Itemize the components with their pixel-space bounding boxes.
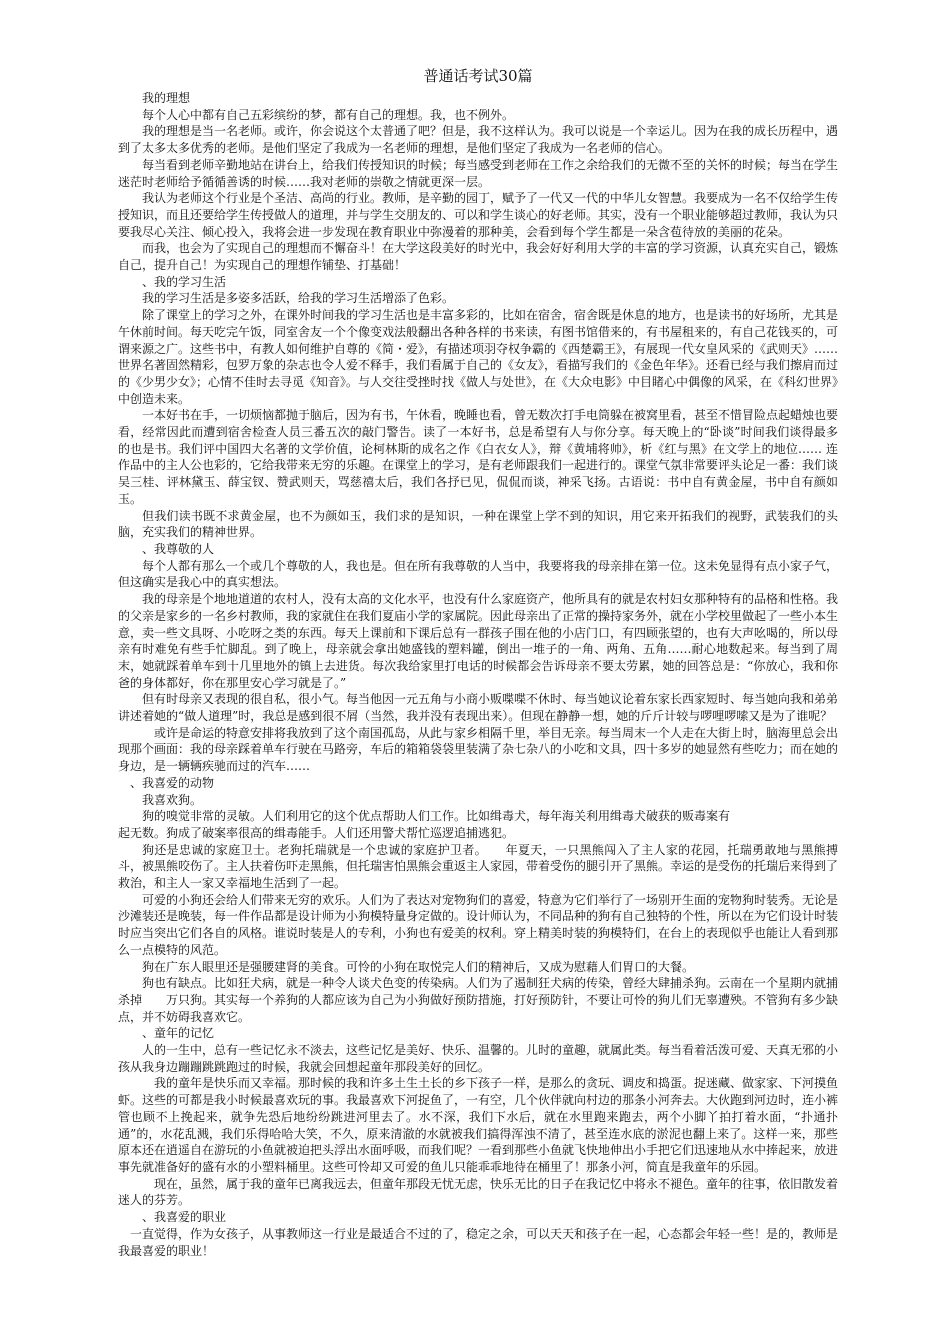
- paragraph: 但有时母亲又表现的很自私，很小气。每当他因一元五角与小商小贩喋喋不休时、每当她议论着东家长西家短时、每当她向我和弟弟讲述着她的“做人道理”时，我总是感到很不屑（当然，我并没有表现出来）。但现在静静一想，她的斤斤计较与啰哩啰嗦又是为了谁呢？: [118, 692, 839, 724]
- document-body: [118, 90, 838, 1259]
- paragraph: 人的一生中，总有一些记忆永不淡去，这些记忆是美好、快乐、温馨的。儿时的童趣，就属此类。每当看着活泼可爱、天真无邪的小孩从我身边蹦蹦跳跳跑过的时候，我就会回想起童年那段美好的回忆。: [118, 1043, 839, 1074]
- section-heading: 、我喜爱的动物: [130, 775, 215, 790]
- section-heading: 我的理想: [142, 91, 191, 105]
- paragraph: 我的童年是快乐而又幸福。那时候的我和许多土生土长的乡下孩子一样，是那么的贪玩、调皮和捣蛋。捉迷藏、做家家、下河摸鱼虾。这些的可都是我小时候最喜欢玩的事。我最喜欢下河捉鱼了，一有空，几个伙伴就向村边的那条小河奔去。大伙跑到河边时，连小裤管也顾不上挽起来，就争先恐后地纷纷跳进河里去了。水不深，我们下水后，就在水里跑来跑去，两个小脚丫拍打着水面，“扑通扑通”的，水花乱溅，我们乐得哈哈大笑，不久，原来清澈的水就被我们搞得浑浊不清了，甚至连水底的淤泥也翻上来了。这样一来，那些原本还在逍遥自在游玩的小鱼就被迫把头浮出水面呼吸，而我们呢？一看到那些小鱼就飞快地伸出小手把它们迅速地从水中捧起来，放进事先就准备好的盛有水的小塑料桶里。这些可怜却又可爱的鱼儿只能乖乖地待在桶里了！那条小河，简直是我童年的乐园。: [118, 1076, 839, 1174]
- paragraph: 我喜欢狗。: [142, 792, 203, 807]
- section-heading: 、我尊敬的人: [142, 541, 215, 556]
- paragraph: 每当看到老师辛勤地站在讲台上，给我们传授知识的时候；每当感受到老师在工作之余给我们的无微不至的关怀的时候；每当在学生迷茫时老师给予循循善诱的时候……我对老师的崇敬之情就更深一层。: [118, 157, 839, 189]
- paragraph: 除了课堂上的学习之外，在课外时间我的学习生活也是丰富多彩的，比如在宿舍，宿舍既是休息的地方，也是读书的好场所，尤其是午休前时间。每天吃完午饭，同室舍友一个个像变戏法般翻出各种各样的书来读，有图书馆借来的，有书屋租来的，有自己花钱买的，可谓来源之广。这些书中，有教人如何维护自尊的《简・爱》，有描述项羽夺权争霸的《西楚霸王》，有展现一代女皇风采的《武则天》……世界名著固然精彩，包罗万象的杂志也令人爱不释手，我们看属于自己的《女友》，看描写我们的《金色年华》。还看已经与我们擦肩而过的《少男少女》；心情不佳时去寻觅《知音》。与人交往受挫时找《做人与处世》，在《大众电影》中目睹心中偶像的风采，在《科幻世界》中创造未来。: [118, 308, 839, 406]
- paragraph: 我的母亲是个地地道道的农村人，没有太高的文化水平，也没有什么家庭资产，他所具有的就是农村妇女那种特有的品格和性格。我的父亲是家乡的一名乡村教师，我的家就住在我们夏庙小学的家属院。因此母亲出了正常的操持家务外，就在小学校里做起了一些小本生意，卖一些文具呀、小吃呀之类的东西。每天上课前和下课后总有一群孩子围在他的小店门口，有四顾张望的，也有大声吆喝的，所以母亲有时难免有些手忙脚乱。到了晚上，母亲就会拿出她盛钱的塑料罐，倒出一堆子的一角、两角、五角……耐心地数起来。每当到了周末，她就踩着单车到十几里地外的镇上去进货。每次我给家里打电话的时候都会告诉母亲不要太劳累，她的回答总是：“你放心，我和你爸的身体都好，你在那里安心学习就是了。”: [118, 592, 839, 690]
- paragraph: 现在，虽然，属于我的童年已离我远去，但童年那段无忧无虑，快乐无比的日子在我记忆中将永不褪色。童年的往事，依旧散发着迷人的芬芳。: [118, 1176, 839, 1208]
- paragraph: 我的理想是当一名老师。或许，你会说这个太普通了吧？但是，我不这样认为。我可以说是一个幸运儿。因为在我的成长历程中，遇到了太多太多优秀的老师。是他们坚定了我成为一名老师的理想，是他们坚定了我成为一名老师的信心。: [118, 124, 839, 156]
- paragraph: 每个人心中都有自己五彩缤纷的梦，都有自己的理想。我，也不例外。: [142, 107, 515, 122]
- paragraph: 狗还是忠诚的家庭卫士。老狗托瑞就是一个忠诚的家庭护卫者。 年夏天，一只黑熊闯入了主人家的花园，托瑞勇敢地与黑熊搏斗，被黑熊咬伤了。主人扶着伤吓走黑熊，但托瑞害怕黑熊会重返主人家园，带着受伤的腿引开了黑熊。幸运的是受伤的托瑞后来得到了救治，和主人一家又幸福地生活到了一起。: [118, 842, 839, 891]
- paragraph: 我认为老师这个行业是个圣洁、高尚的行业。教师，是辛勤的园丁，赋予了一代又一代的中华儿女智慧。我要成为一名不仅给学生传授知识，而且还要给学生传授做人的道理，并与学生交朋友的、可以和学生谈心的好老师。其实，没有一个职业能够超过教师，我认为只要我尽心关注、倾心投入，我将会进一步发现在教育职业中弥漫着的那种美，会看到每个学生都是一朵含苞待放的美丽的花朵。: [118, 191, 839, 239]
- paragraph: 或许是命运的特意安排将我放到了这个南国孤岛，从此与家乡相隔千里，举目无亲。每当周末一个人走在大街上时，脑海里总会出现那个画面：我的母亲踩着单车行驶在马路旁，车后的箱箱袋袋里装满了杂七杂八的小吃和文具，四十多岁的她显然有些吃力；而在她的身边，是一辆辆疾驰而过的汽车……: [118, 725, 839, 774]
- paragraph: 狗也有缺点。比如狂犬病，就是一种令人谈犬色变的传染病。人们为了遏制狂犬病的传染，曾经大肆捕杀狗。云南在一个星期内就捕杀掉 万只狗。其实每一个养狗的人都应该为自己为小狗做好预防措施，打好预防针，不要让可怜的狗儿们无辜遭殃。不管狗有多少缺点，并不妨碍我喜欢它。: [118, 976, 839, 1024]
- section-heading: 、我喜爱的职业: [142, 1210, 227, 1225]
- paragraph: 狗在广东人眼里还是强腰建肾的美食。可怜的小狗在取悦完人们的精神后，又成为慰藉人们胃口的大餐。: [142, 959, 695, 974]
- paragraph: 一直觉得，作为女孩子，从事教师这一行业是最适合不过的了，稳定之余，可以天天和孩子在一起，心态都会年轻一些！是的，教师是我最喜爱的职业！: [118, 1226, 839, 1258]
- paragraph: 可爱的小狗还会给人们带来无穷的欢乐。人们为了表达对宠物狗们的喜爱，特意为它们举行了一场别开生面的宠物狗时装秀。无论是沙滩装还是晚装，每一件作品都是设计师为小狗模特量身定做的。设计师认为，不同品种的狗有自己独特的个性，所以在为它们设计时装时应当突出它们各自的风格。谁说时装是人的专利，小狗也有爱美的权利。穿上精美时装的狗模特们，在台上的表现似乎也能让人看到那么一点模特的风范。: [118, 892, 839, 957]
- paragraph: 起无数。狗成了破案率很高的缉毒能手。人们还用警犬帮忙巡逻追捕逃犯。: [118, 825, 515, 840]
- paragraph: 每个人都有那么一个或几个尊敬的人，我也是。但在所有我尊敬的人当中，我要将我的母亲排在第一位。这未免显得有点小家子气，但这确实是我心中的真实想法。: [118, 558, 839, 590]
- paragraph: 我的学习生活是多姿多活跃，给我的学习生活增添了色彩。: [142, 291, 455, 306]
- section-heading: 、我的学习生活: [142, 274, 227, 289]
- paragraph: 一本好书在手，一切烦恼都抛于脑后，因为有书，午休看，晚睡也看，曾无数次打手电筒躲在被窝里看，甚至不惜冒险点起蜡烛也要看，经常因此而遭到宿舍检查人员三番五次的敲门警告。读了一本好书，总是希望有人与你分享。每天晚上的“卧谈”时间我们谈得最多的也是书。我们评中国四大名著的文学价值，论柯林斯的成名之作《白衣女人》，辩《黄埔将帅》，析《红与黑》在文学上的地位…… 连作品中的主人公也彩的，它给我带来无穷的乐趣。在课堂上的学习，是有老师跟我们一起进行的。课堂气氛非常要评头论足一番：我们谈吴三桂、评林黛玉、薛宝钗、赞武则天，骂慈禧太后，我们各抒已见，侃侃而谈，神采飞扬。古语说：书中自有黄金屋，书中自有颜如玉。: [118, 408, 839, 506]
- paragraph: 但我们读书既不求黄金屋，也不为颜如玉，我们求的是知识，一种在课堂上学不到的知识，用它来开拓我们的视野，武装我们的头脑，充实我们的精神世界。: [118, 508, 838, 540]
- paragraph: 狗的嗅觉非常的灵敏。人们利用它的这个优点帮助人们工作。比如缉毒犬，每年海关利用缉毒犬破获的贩毒案有: [142, 809, 731, 824]
- section-heading: 、童年的记忆: [142, 1026, 215, 1041]
- paragraph: 而我，也会为了实现自己的理想而不懈奋斗！在大学这段美好的时光中，我会好好利用大学的丰富的学习资源，认真充实自己，锻炼自己，提升自己！为实现自己的理想作铺垫、打基础！: [118, 241, 839, 273]
- page-title: 普通话考试30篇: [423, 67, 533, 85]
